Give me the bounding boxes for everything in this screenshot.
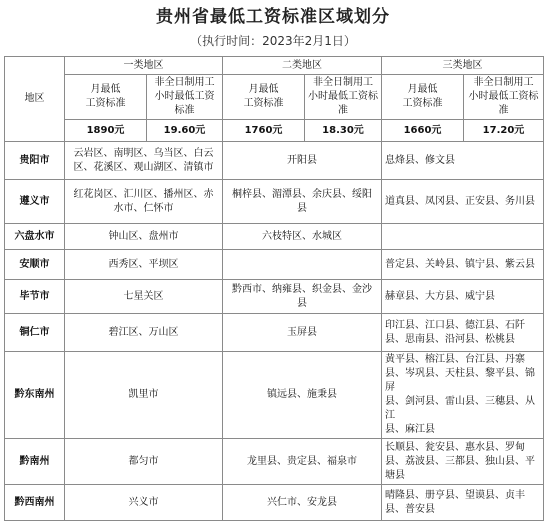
class3-monthly-header: 月最低 工资标准 bbox=[382, 75, 464, 120]
class2-counties: 兴仁市、安龙县 bbox=[223, 485, 382, 521]
class1-hourly-header: 非全日制用工 小时最低工资标准 bbox=[147, 75, 223, 120]
table-row bbox=[5, 224, 544, 250]
class3-hourly-header: 非全日制用工 小时最低工资标准 bbox=[464, 75, 544, 120]
class2-counties: 开阳县 bbox=[223, 142, 382, 180]
class3-counties: 普定县、关岭县、镇宁县、紫云县 bbox=[382, 250, 544, 280]
table-row bbox=[5, 180, 544, 224]
class2-counties: 镇远县、施秉县 bbox=[223, 352, 382, 439]
city-name: 贵阳市 bbox=[5, 142, 65, 180]
city-name: 铜仁市 bbox=[5, 314, 65, 352]
class2-counties: 龙里县、贵定县、福泉市 bbox=[223, 439, 382, 485]
class2-monthly-header: 月最低 工资标准 bbox=[223, 75, 305, 120]
city-name: 遵义市 bbox=[5, 180, 65, 224]
class1-monthly-header: 月最低 工资标准 bbox=[65, 75, 147, 120]
class2-hourly-wage: 18.30元 bbox=[305, 120, 382, 142]
class1-monthly-wage: 1890元 bbox=[65, 120, 147, 142]
class3-counties: 赫章县、大方县、威宁县 bbox=[382, 280, 544, 314]
class1-counties: 都匀市 bbox=[65, 439, 223, 485]
class3-hourly-wage: 17.20元 bbox=[464, 120, 544, 142]
class2-counties: 桐梓县、湄潭县、余庆县、绥阳 县 bbox=[223, 180, 382, 224]
table-row bbox=[5, 485, 544, 521]
class2-header: 二类地区 bbox=[223, 57, 382, 75]
class2-counties: 玉屏县 bbox=[223, 314, 382, 352]
class3-counties: 黄平县、榕江县、台江县、丹寨 县、岑巩县、天柱县、黎平县、锦屏 县、剑河县、雷山县、三穗县、从江 县、麻江县 bbox=[382, 352, 544, 439]
table-row bbox=[5, 352, 544, 439]
class1-counties: 西秀区、平坝区 bbox=[65, 250, 223, 280]
class1-hourly-wage: 19.60元 bbox=[147, 120, 223, 142]
class3-counties bbox=[382, 224, 544, 250]
class2-monthly-wage: 1760元 bbox=[223, 120, 305, 142]
class2-counties: 黔西市、纳雍县、织金县、金沙 县 bbox=[223, 280, 382, 314]
class2-counties bbox=[223, 250, 382, 280]
table-row bbox=[5, 314, 544, 352]
class1-counties: 钟山区、盘州市 bbox=[65, 224, 223, 250]
class1-counties: 红花岗区、汇川区、播州区、赤 水市、仁怀市 bbox=[65, 180, 223, 224]
effective-date: （执行时间：2023年2月1日） bbox=[190, 34, 356, 48]
class1-counties: 凯里市 bbox=[65, 352, 223, 439]
table-row bbox=[5, 250, 544, 280]
class3-counties: 息烽县、修文县 bbox=[382, 142, 544, 180]
header-row-classes bbox=[5, 57, 544, 75]
class3-monthly-wage: 1660元 bbox=[382, 120, 464, 142]
city-name: 黔东南州 bbox=[5, 352, 65, 439]
table-row bbox=[5, 142, 544, 180]
class1-counties: 七星关区 bbox=[65, 280, 223, 314]
city-name: 毕节市 bbox=[5, 280, 65, 314]
class1-header: 一类地区 bbox=[65, 57, 223, 75]
city-name: 六盘水市 bbox=[5, 224, 65, 250]
city-name: 安顺市 bbox=[5, 250, 65, 280]
page-title: 贵州省最低工资标准区域划分 bbox=[156, 7, 390, 27]
class3-counties: 晴隆县、册亨县、望谟县、贞丰 县、普安县 bbox=[382, 485, 544, 521]
table-row bbox=[5, 439, 544, 485]
class3-counties: 印江县、江口县、德江县、石阡 县、思南县、沿河县、松桃县 bbox=[382, 314, 544, 352]
header-row-types bbox=[5, 75, 544, 120]
region-header: 地区 bbox=[5, 57, 65, 142]
class2-hourly-header: 非全日制用工 小时最低工资标准 bbox=[305, 75, 382, 120]
class3-header: 三类地区 bbox=[382, 57, 544, 75]
city-name: 黔西南州 bbox=[5, 485, 65, 521]
class1-counties: 碧江区、万山区 bbox=[65, 314, 223, 352]
wage-table bbox=[4, 56, 544, 521]
wage-value-row bbox=[5, 120, 544, 142]
class1-counties: 兴义市 bbox=[65, 485, 223, 521]
class3-counties: 长顺县、瓮安县、惠水县、罗甸 县、荔波县、三都县、独山县、平塘县 bbox=[382, 439, 544, 485]
city-name: 黔南州 bbox=[5, 439, 65, 485]
class2-counties: 六枝特区、水城区 bbox=[223, 224, 382, 250]
table-row bbox=[5, 280, 544, 314]
class1-counties: 云岩区、南明区、乌当区、白云 区、花溪区、观山湖区、清镇市 bbox=[65, 142, 223, 180]
class3-counties: 道真县、凤冈县、正安县、务川县 bbox=[382, 180, 544, 224]
